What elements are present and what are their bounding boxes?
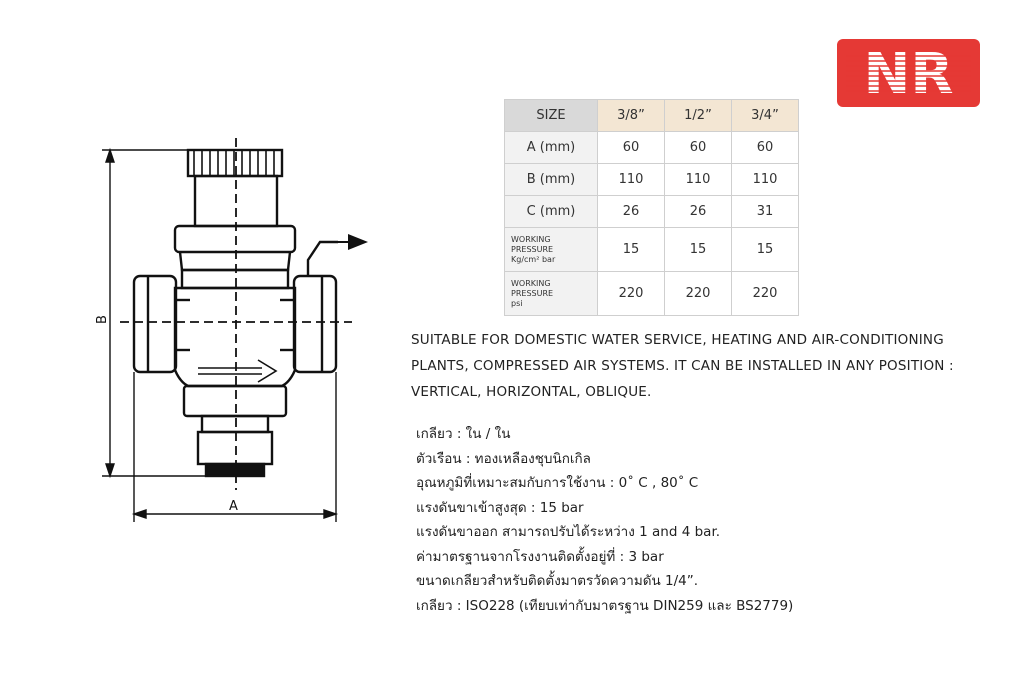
size-column-header: 3/8”: [598, 100, 665, 132]
row-label-line: PRESSURE: [511, 244, 554, 254]
product-details: [416, 422, 856, 618]
row-label: C (mm): [505, 196, 598, 228]
table-cell: 60: [732, 132, 799, 164]
table-cell: 220: [598, 272, 665, 316]
row-label-line: WORKING: [511, 234, 551, 244]
detail-line: ค่ามาตรฐานจากโรงงานติดตั้งอยู่ที่ : 3 bar: [416, 548, 664, 565]
table-cell: 60: [598, 132, 665, 164]
table-cell: 220: [665, 272, 732, 316]
table-cell: 15: [665, 228, 732, 272]
size-header: SIZE: [505, 100, 598, 132]
description-line: SUITABLE FOR DOMESTIC WATER SERVICE, HEATING AND AIR-CONDITIONING: [411, 332, 944, 348]
spec-table: [504, 99, 799, 316]
table-row: [505, 272, 799, 316]
table-cell: 15: [598, 228, 665, 272]
row-label: A (mm): [505, 132, 598, 164]
table-cell: 110: [732, 164, 799, 196]
size-column-header: 3/4”: [732, 100, 799, 132]
table-header-row: [505, 100, 799, 132]
table-row: [505, 132, 799, 164]
table-cell: 26: [665, 196, 732, 228]
dimension-b-label: B: [95, 315, 110, 324]
detail-line: ตัวเรือน : ทองเหลืองชุบนิกเกิล: [416, 450, 591, 467]
detail-line: เกลียว : ใน / ใน: [416, 426, 511, 442]
detail-line: เกลียว : ISO228 (เทียบเท่ากับมาตรฐาน DIN259 และ BS2779): [416, 597, 794, 614]
detail-line: ขนาดเกลียวสำหรับติดตั้งมาตรวัดความดัน 1/4”.: [416, 573, 699, 589]
table-cell: 110: [665, 164, 732, 196]
row-label-line: Kg/cm² bar: [511, 254, 556, 264]
size-column-header: 1/2”: [665, 100, 732, 132]
table-cell: 110: [598, 164, 665, 196]
row-label: B (mm): [505, 164, 598, 196]
table-row: [505, 196, 799, 228]
table-row: [505, 164, 799, 196]
brand-logo: [836, 38, 981, 108]
product-description: [411, 327, 991, 405]
table-cell: 31: [732, 196, 799, 228]
row-label-line: PRESSURE: [511, 288, 554, 298]
row-label: [505, 228, 598, 272]
description-line: PLANTS, COMPRESSED AIR SYSTEMS. IT CAN BE INSTALLED IN ANY POSITION :: [411, 358, 954, 374]
table-cell: 60: [665, 132, 732, 164]
detail-line: แรงดันขาออก สามารถปรับได้ระหว่าง 1 and 4 bar.: [416, 524, 721, 540]
detail-line: แรงดันขาเข้าสูงสุด : 15 bar: [416, 499, 584, 516]
row-label-line: WORKING: [511, 278, 551, 288]
table-cell: 15: [732, 228, 799, 272]
description-line: VERTICAL, HORIZONTAL, OBLIQUE.: [411, 384, 652, 400]
brand-logo-text: NR: [863, 42, 954, 107]
row-label-line: psi: [511, 298, 523, 308]
row-label: [505, 272, 598, 316]
dimension-a-label: A: [229, 499, 238, 514]
table-row: [505, 228, 799, 272]
detail-line: อุณหภูมิที่เหมาะสมกับการใช้งาน : 0˚ C , 80˚ C: [416, 475, 699, 491]
table-cell: 26: [598, 196, 665, 228]
valve-technical-drawing: [90, 130, 390, 530]
table-cell: 220: [732, 272, 799, 316]
